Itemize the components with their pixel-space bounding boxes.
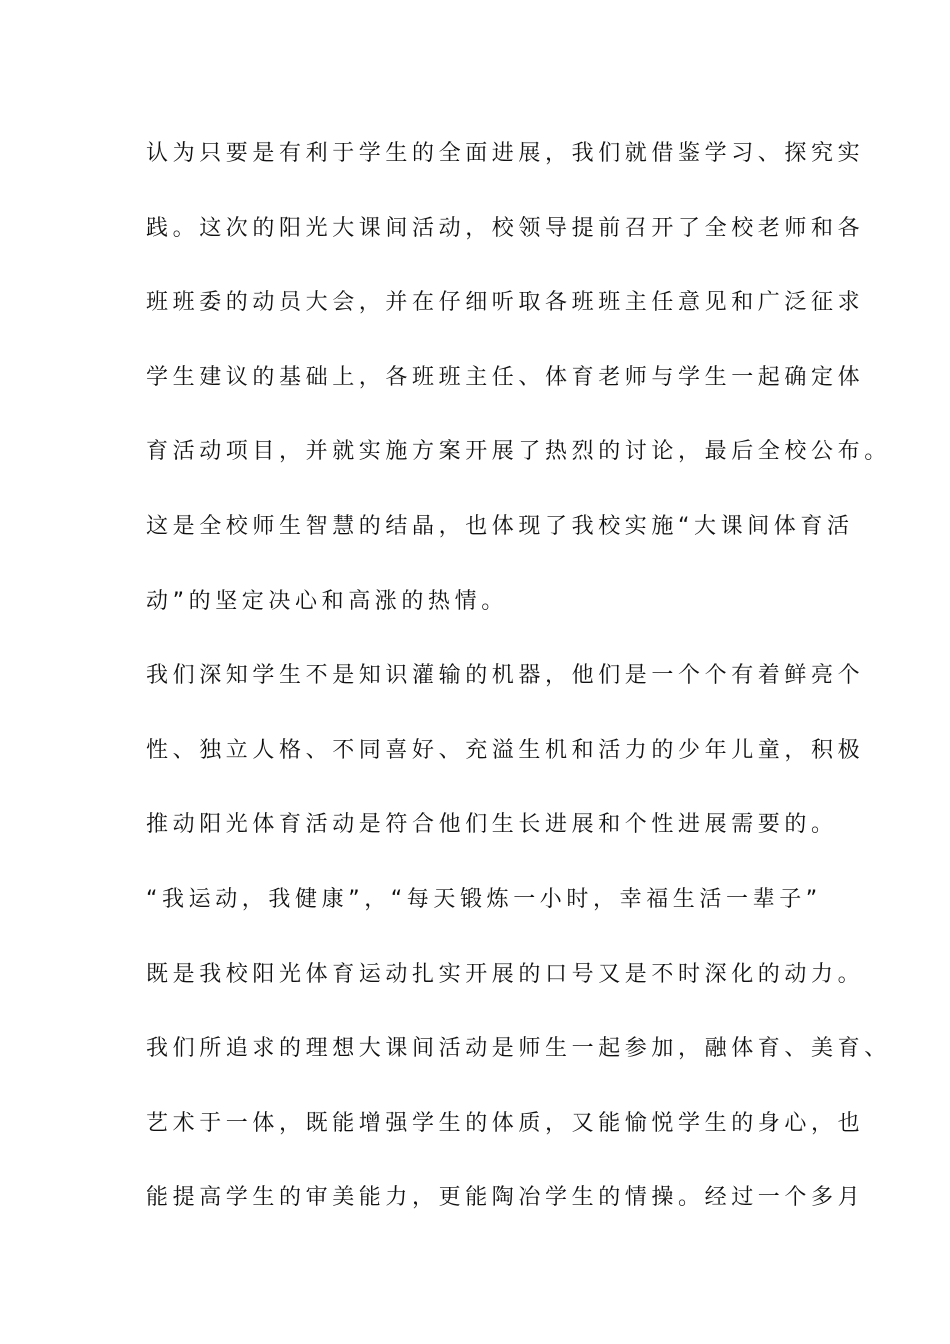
text-line: 推动阳光体育活动是符合他们生长进展和个性进展需要的。 [146,812,838,838]
text-line: 艺术于一体，既能增强学生的体质，又能愉悦学生的身心，也 [146,1110,865,1136]
text-line: 这是全校师生智慧的结晶，也体现了我校实施“大课间体育活 [146,513,854,539]
body-text [146,131,891,1250]
text-line: 认为只要是有利于学生的全面进展，我们就借鉴学习、探究实 [146,141,865,166]
text-line: “我运动，我健康”，“每天锻炼一小时，幸福生活一辈子” [146,886,822,912]
text-line: 能提高学生的审美能力，更能陶冶学生的情操。经过一个多月 [146,1185,865,1211]
text-line: 我们所追求的理想大课间活动是师生一起参加，融体育、美育、 [146,1036,891,1062]
text-line: 学生建议的基础上，各班班主任、体育老师与学生一起确定体 [146,364,865,390]
text-line: 动”的坚定决心和高涨的热情。 [146,588,508,614]
text-line: 践。这次的阳光大课间活动，校领导提前召开了全校老师和各 [146,215,865,241]
text-line: 我们深知学生不是知识灌输的机器，他们是一个个有着鲜亮个 [146,663,865,689]
text-line: 育活动项目，并就实施方案开展了热烈的讨论，最后全校公布。 [146,439,891,465]
text-line: 性、独立人格、不同喜好、充溢生机和活力的少年儿童，积极 [146,737,865,763]
text-line: 既是我校阳光体育运动扎实开展的口号又是不时深化的动力。 [146,961,865,987]
text-line: 班班委的动员大会，并在仔细听取各班班主任意见和广泛征求 [146,290,865,316]
